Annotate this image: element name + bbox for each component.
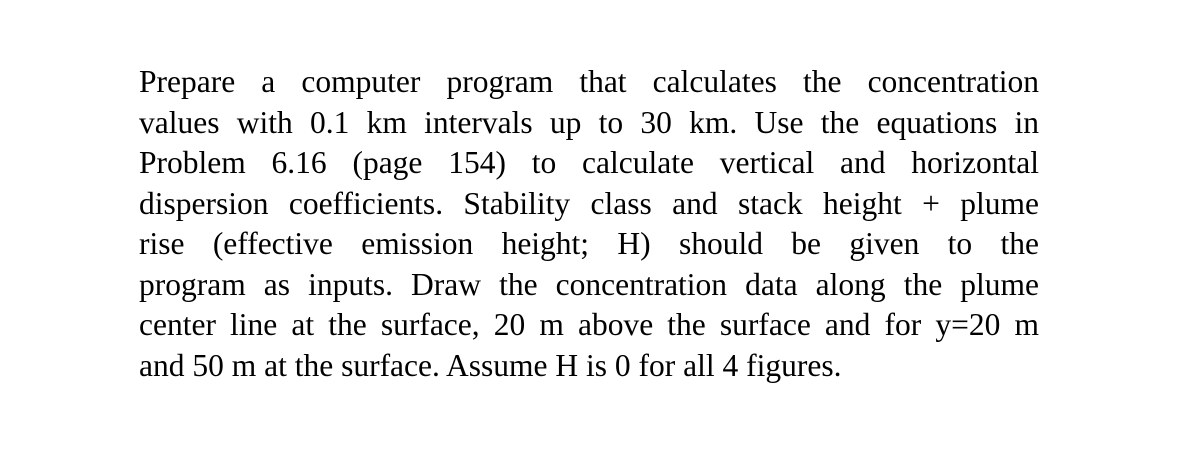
problem-text bbox=[139, 62, 1039, 386]
text-line-2: values with 0.1 km intervals up to 30 km. Use the equations in bbox=[139, 104, 1039, 140]
text-line-4: dispersion coefficients. Stability class and stack height + plume bbox=[139, 185, 1039, 221]
text-line-8: and 50 m at the surface. Assume H is 0 for all 4 figures. bbox=[139, 347, 842, 383]
text-line-1: Prepare a computer program that calculates the concentration bbox=[139, 64, 1039, 99]
text-line-3: Problem 6.16 (page 154) to calculate vertical and horizontal bbox=[139, 145, 1039, 180]
text-line-6: program as inputs. Draw the concentration data along the plume bbox=[139, 266, 1039, 302]
text-line-5: rise (effective emission height; H) should be given to the bbox=[139, 226, 1039, 261]
text-line-7: center line at the surface, 20 m above the surface and for y=20 m bbox=[139, 307, 1039, 342]
